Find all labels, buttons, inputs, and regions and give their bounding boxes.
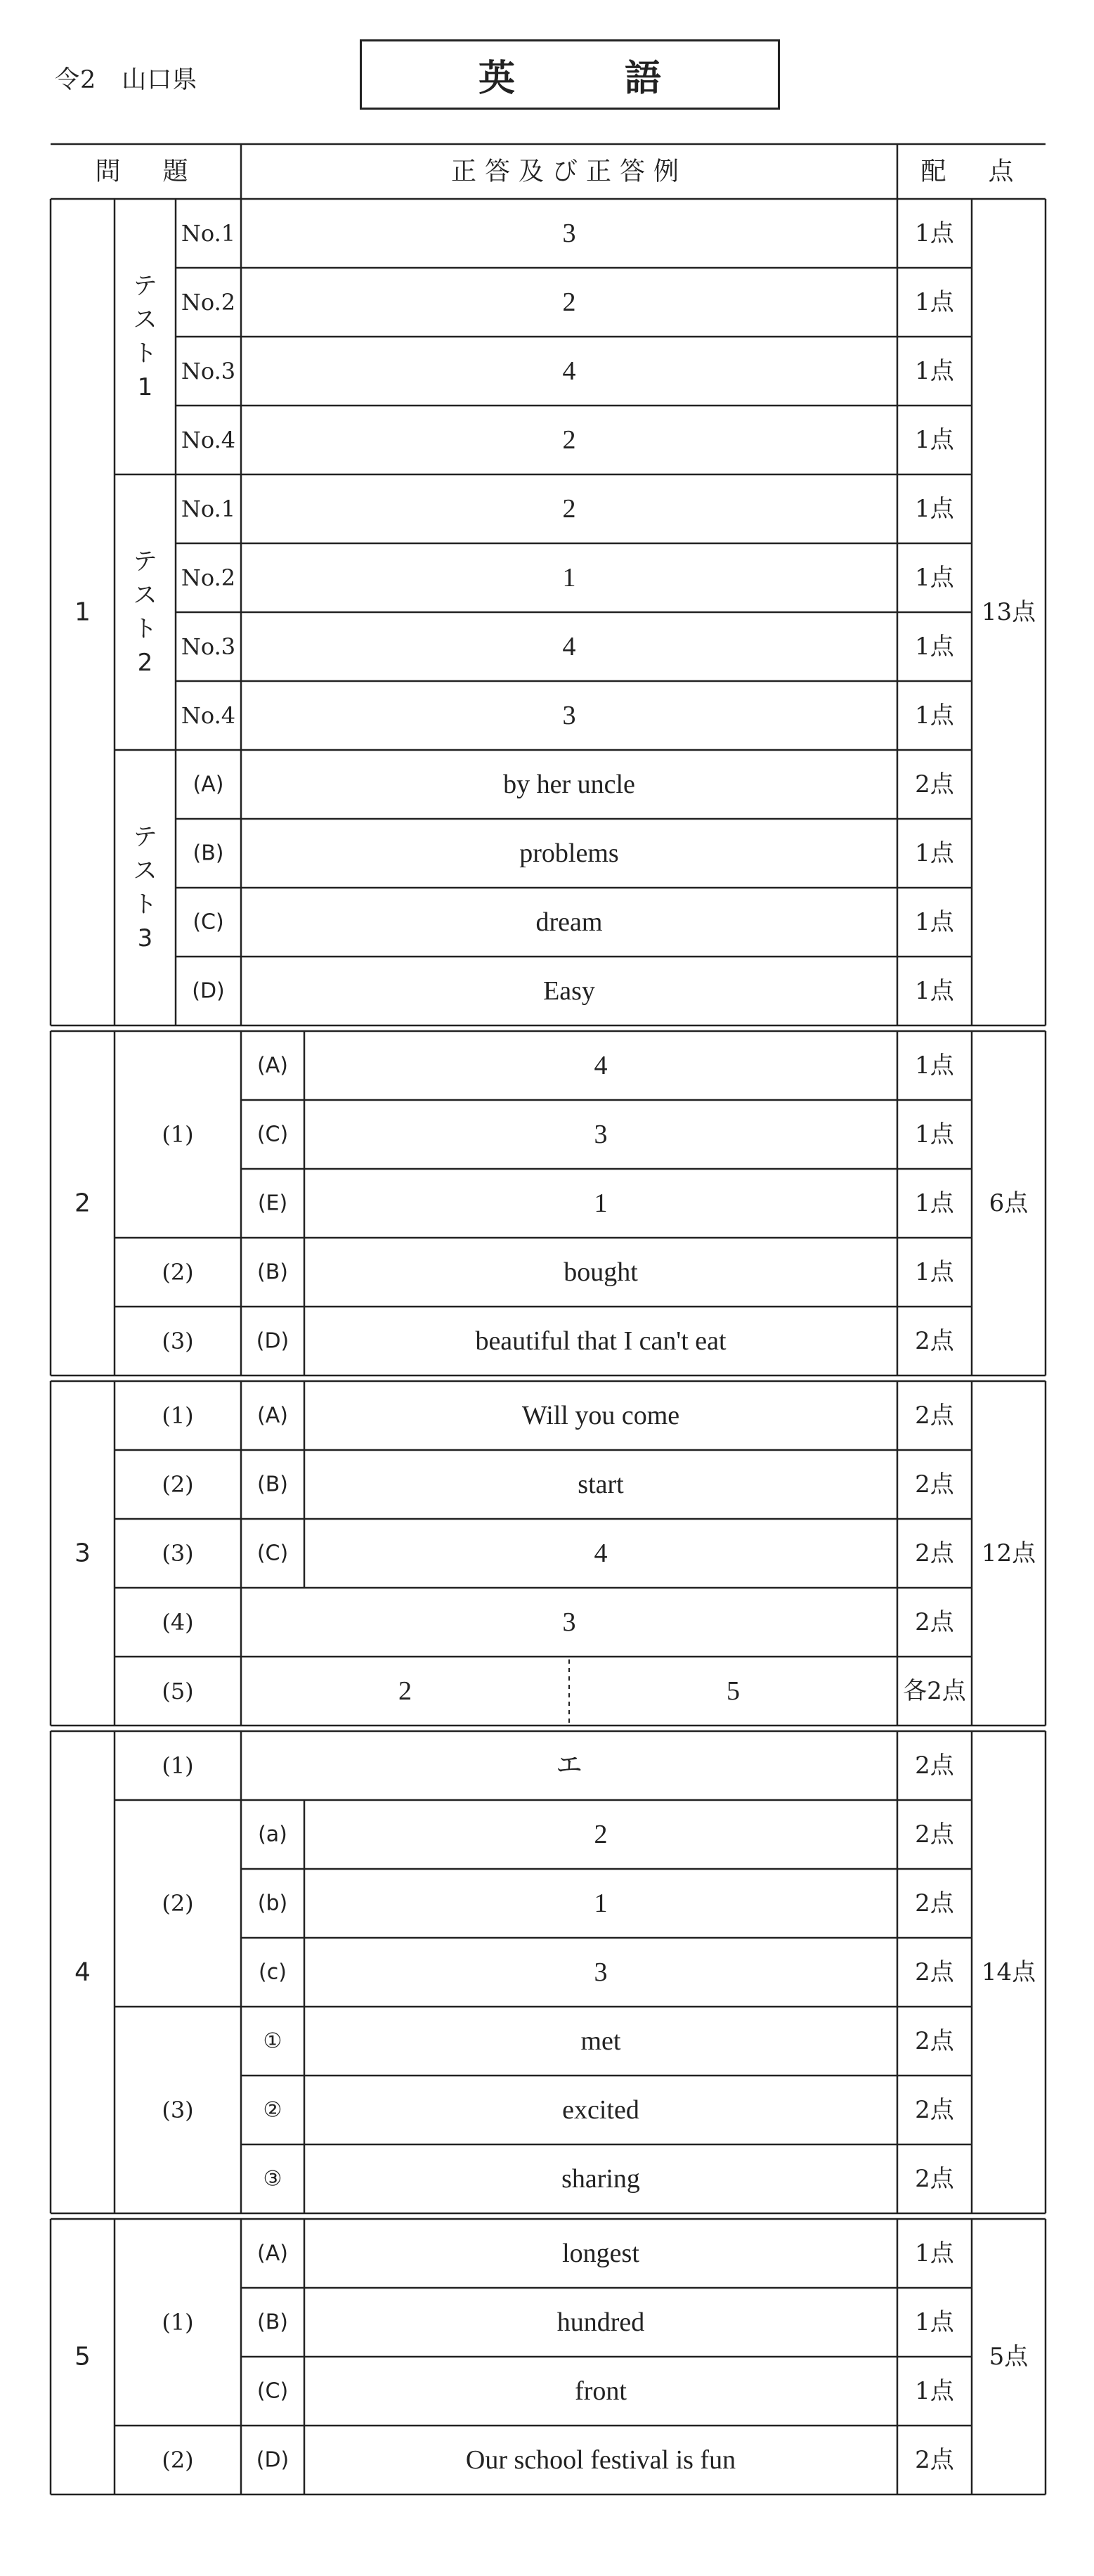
part-label: (2)	[162, 2447, 194, 2473]
answer-cell: 3	[562, 701, 576, 730]
answer-cell: 1	[594, 1889, 608, 1918]
question-number: 5	[74, 2342, 91, 2371]
answer-cell: met	[580, 2026, 621, 2056]
sub-question-label: (b)	[257, 1891, 288, 1916]
points-cell: 2点	[915, 1889, 954, 1917]
question-number: 1	[74, 597, 91, 627]
answer-cell: 3	[594, 1120, 608, 1149]
points-cell: 1点	[915, 495, 954, 523]
column-header-question: 問 題	[95, 157, 197, 186]
points-cell: 1点	[915, 701, 954, 730]
answer-cell: start	[578, 1470, 624, 1499]
answer-cell: 2	[562, 287, 576, 317]
answer-cell: Will you come	[521, 1401, 680, 1430]
points-cell: 1点	[915, 2308, 954, 2336]
points-cell: 2点	[915, 1402, 954, 1430]
answer-cell: エ	[555, 1751, 583, 1780]
section-total-points: 13点	[981, 598, 1036, 626]
sub-question-label: No.3	[181, 633, 236, 660]
points-cell: 2点	[915, 2165, 954, 2193]
answer-cell: bought	[564, 1257, 638, 1287]
answer-cell: 3	[562, 219, 576, 248]
sub-question-label: (B)	[257, 1260, 288, 1285]
points-cell: 1点	[915, 2377, 954, 2405]
sub-question-label: (c)	[259, 1960, 287, 1985]
answer-cell: 1	[562, 563, 576, 593]
sub-question-label: (D)	[192, 978, 225, 1004]
points-cell: 各2点	[903, 1677, 966, 1705]
sub-question-label: (A)	[257, 1403, 288, 1428]
sub-question-label: No.4	[181, 702, 236, 729]
sub-question-label: (D)	[256, 2447, 289, 2473]
points-cell: 2点	[915, 1752, 954, 1780]
test-group-label: テスト 2	[133, 548, 157, 677]
sub-question-label: (C)	[193, 910, 224, 935]
part-label: (2)	[162, 1471, 194, 1498]
answer-cell: beautiful that I can't eat	[475, 1326, 727, 1356]
points-cell: 2点	[915, 1608, 954, 1636]
answer-cell: 4	[594, 1539, 608, 1568]
points-cell: 2点	[915, 1539, 954, 1567]
sub-question-label: ①	[263, 2028, 282, 2054]
part-label: (4)	[162, 1609, 194, 1636]
part-label: (2)	[162, 1259, 194, 1286]
answer-cell: 1	[594, 1189, 608, 1218]
answer-cell: 3	[562, 1607, 576, 1637]
answer-cell: Easy	[543, 976, 595, 1006]
points-cell: 1点	[915, 1051, 954, 1080]
exam-label: 令2 山口県	[55, 66, 198, 94]
sub-question-label: No.2	[181, 564, 236, 591]
sub-question-label: No.1	[181, 496, 236, 522]
points-cell: 1点	[915, 219, 954, 247]
answer-cell: Our school festival is fun	[465, 2445, 736, 2475]
answer-cell: problems	[519, 839, 619, 868]
part-label: (1)	[162, 2309, 194, 2336]
part-label: (2)	[162, 1890, 194, 1917]
sub-question-label: (a)	[258, 1822, 287, 1847]
sub-question-label: (C)	[256, 1541, 289, 1566]
points-cell: 1点	[915, 977, 954, 1005]
test-group-label: テスト 1	[133, 272, 157, 401]
part-label: (3)	[162, 1328, 194, 1354]
section-total-points: 5点	[989, 2343, 1029, 2371]
points-cell: 2点	[915, 1820, 954, 1849]
points-cell: 1点	[915, 288, 954, 316]
answer-cell: hundred	[556, 2308, 645, 2337]
question-number: 4	[74, 1957, 91, 1987]
answer-cell: by her uncle	[503, 770, 635, 799]
answer-cell: dream	[535, 907, 603, 937]
sub-question-label: (B)	[193, 841, 224, 866]
sub-question-label: (E)	[257, 1191, 288, 1216]
part-label: (1)	[162, 1121, 194, 1148]
column-header-points: 配 点	[920, 157, 1022, 186]
part-label: (1)	[162, 1752, 194, 1779]
answer-cell-left: 2	[398, 1676, 412, 1706]
test-group-label: テスト 3	[133, 823, 157, 952]
answer-cell: 4	[562, 356, 576, 386]
answer-cell: 2	[562, 494, 576, 524]
points-cell: 2点	[915, 1327, 954, 1355]
sub-question-label: No.1	[181, 220, 236, 247]
points-cell: 1点	[915, 426, 954, 454]
answer-cell: 4	[562, 632, 576, 661]
answer-cell-right: 5	[727, 1676, 740, 1706]
points-cell: 2点	[915, 1958, 954, 1986]
subject-title: 英 語	[478, 57, 661, 100]
part-label: (5)	[162, 1678, 194, 1704]
points-cell: 1点	[915, 908, 954, 936]
points-cell: 1点	[915, 564, 954, 592]
sub-question-label: (B)	[257, 1472, 288, 1497]
answer-cell: 2	[594, 1820, 608, 1849]
sub-question-label: No.4	[181, 427, 236, 453]
section-total-points: 12点	[981, 1539, 1036, 1567]
sub-question-label: (C)	[256, 1122, 289, 1147]
column-header-answer: 正答及び正答例	[450, 157, 688, 186]
question-number: 2	[74, 1189, 91, 1218]
sub-question-label: No.2	[181, 289, 236, 316]
answer-cell: 3	[594, 1957, 608, 1987]
sub-question-label: No.3	[181, 358, 236, 384]
sub-question-label: (B)	[257, 2310, 288, 2335]
part-label: (3)	[162, 2097, 194, 2123]
points-cell: 1点	[915, 1258, 954, 1286]
section-total-points: 6点	[989, 1189, 1029, 1217]
sub-question-label: ②	[263, 2097, 282, 2123]
answer-cell: sharing	[561, 2164, 640, 2194]
answer-cell: excited	[562, 2095, 639, 2125]
points-cell: 1点	[915, 1189, 954, 1217]
answer-cell: longest	[562, 2239, 639, 2268]
section-total-points: 14点	[981, 1958, 1036, 1986]
points-cell: 2点	[915, 2096, 954, 2124]
points-cell: 1点	[915, 357, 954, 385]
answer-cell: 2	[562, 425, 576, 455]
points-cell: 2点	[915, 770, 954, 798]
points-cell: 2点	[915, 1470, 954, 1499]
part-label: (1)	[162, 1402, 194, 1429]
sub-question-label: (A)	[193, 772, 224, 797]
sub-question-label: (A)	[257, 2241, 288, 2266]
points-cell: 1点	[915, 1120, 954, 1148]
points-cell: 1点	[915, 2239, 954, 2267]
points-cell: 2点	[915, 2446, 954, 2474]
sub-question-label: (D)	[256, 1328, 289, 1354]
points-cell: 1点	[915, 633, 954, 661]
question-number: 3	[74, 1539, 91, 1568]
sub-question-label: (C)	[256, 2378, 289, 2404]
points-cell: 2点	[915, 2027, 954, 2055]
part-label: (3)	[162, 1540, 194, 1567]
sub-question-label: (A)	[257, 1053, 288, 1078]
answer-cell: front	[575, 2376, 627, 2406]
sub-question-label: ③	[263, 2166, 282, 2192]
answer-cell: 4	[594, 1051, 608, 1080]
points-cell: 1点	[915, 839, 954, 867]
